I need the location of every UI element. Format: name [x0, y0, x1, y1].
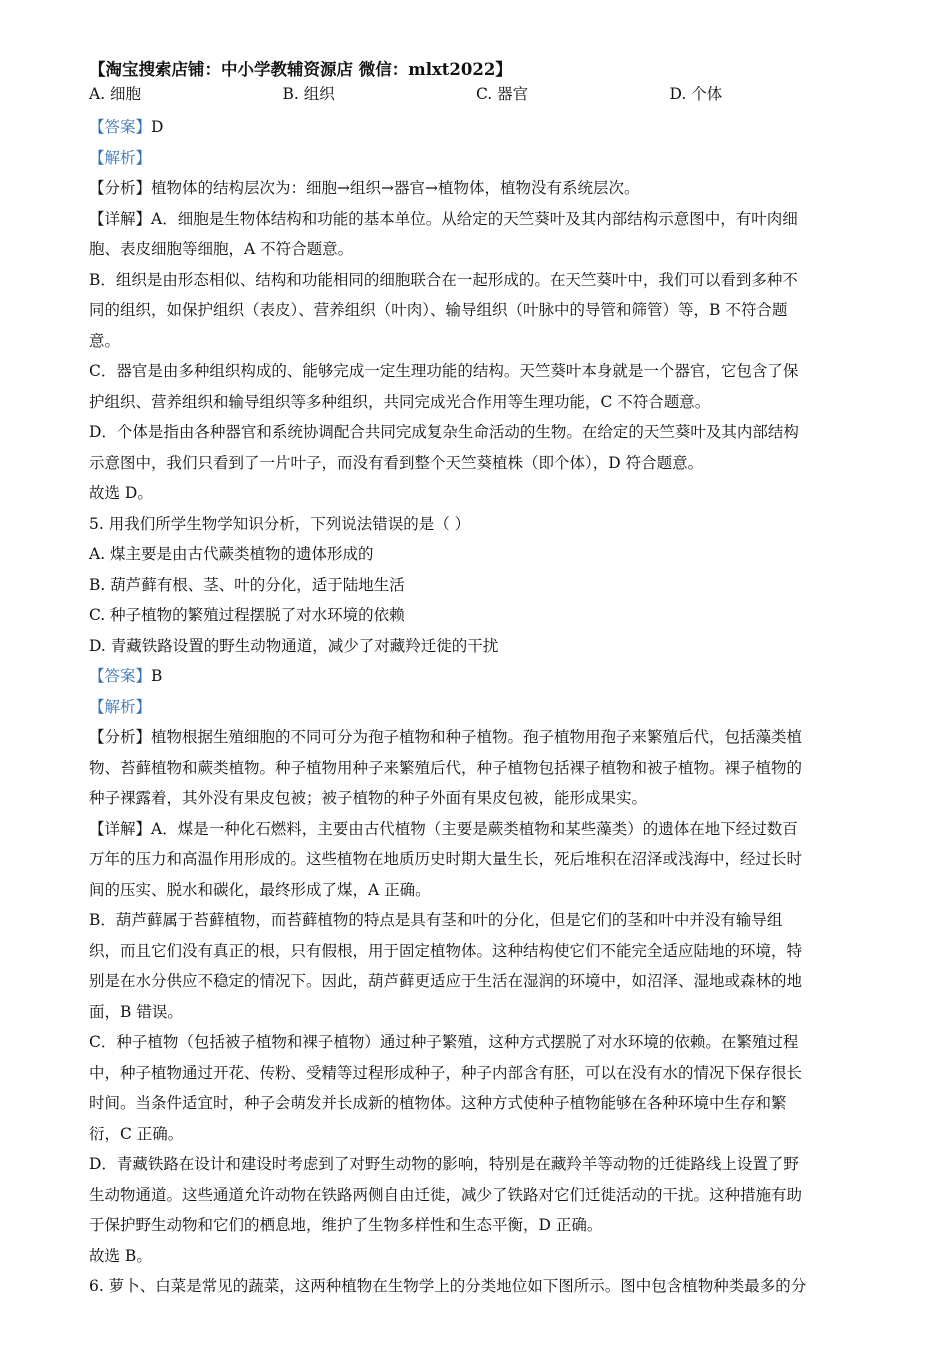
q5-analysis-tag: 【解析】 [89, 697, 152, 716]
shop-header: 【淘宝搜索店铺：中小学教辅资源店 微信：mlxt2022】 [89, 60, 512, 79]
q4-option-d: D. 个体 [669, 85, 723, 103]
q6-stem: 6. 萝卜、白菜是常见的蔬菜，这两种植物在生物学上的分类地位如下图所示。图中包含植物种类最多的分 [89, 1277, 807, 1295]
q5-fenxi-line-1 [89, 722, 863, 753]
q4-detail-d-line-2: 示意图中，我们只看到了一片叶子，而没有看到整个天竺葵植株（即个体），D 符合题意。 [89, 453, 704, 472]
document-content [89, 58, 863, 1302]
q5-detail-d-line-3: 于保护野生动物和它们的栖息地，维护了生物多样性和生态平衡，D 正确。 [89, 1216, 603, 1234]
q5-option-c: C. 种子植物的繁殖过程摆脱了对水环境的依赖 [89, 606, 405, 624]
q4-detail-b-line-2: 同的组织，如保护组织（表皮）、营养组织（叶肉）、输导组织（叶脉中的导管和筛管）等，B 不符合题 [89, 301, 788, 319]
q5-detail-tag: 【详解】 [89, 819, 152, 838]
q5-stem: 5. 用我们所学生物学知识分析，下列说法错误的是（ ） [89, 514, 471, 533]
q5-conclusion: 故选 B。 [89, 1246, 152, 1265]
q5-fenxi-line-2: 物、苔藓植物和蕨类植物。种子植物用种子来繁殖后代，种子植物包括裸子植物和被子植物。裸子植物的 [89, 758, 803, 777]
q4-detail-a-text-1: A．细胞是生物体结构和功能的基本单位。从给定的天竺葵叶及其内部结构示意图中，有叶肉细 [151, 209, 798, 228]
q5-answer-tag: 【答案】 [89, 667, 152, 685]
q4-detail-c-line-2: 护组织、营养组织和输导组织等多种组织，共同完成光合作用等生理功能，C 不符合题意。 [89, 392, 711, 411]
q4-detail-b-line-3: 意。 [89, 331, 121, 350]
q5-option-b: B. 葫芦藓有根、茎、叶的分化，适于陆地生活 [89, 575, 405, 594]
q5-detail-c-line-3: 时间。当条件适宜时，种子会萌发并长成新的植物体。这种方式使种子植物能够在各种环境中生存和繁 [89, 1094, 787, 1112]
q4-detail-a-line-2: 胞、表皮细胞等细胞，A 不符合题意。 [89, 240, 354, 258]
q5-detail-c-line-4: 衍，C 正确。 [89, 1124, 184, 1143]
q5-detail-d-line-2: 生动物通道。这些通道允许动物在铁路两侧自由迁徙，减少了铁路对它们迁徙活动的干扰。这种措施有助 [89, 1185, 803, 1204]
q4-option-b: B. 组织 [282, 85, 335, 103]
q4-fenxi-line [89, 173, 863, 204]
q4-fenxi-tag: 【分析】 [89, 179, 152, 197]
q4-option-c: C. 器官 [476, 85, 529, 103]
q4-answer-tag: 【答案】 [89, 118, 152, 136]
q5-detail-a-line-3: 间的压实、脱水和碳化，最终形成了煤，A 正确。 [89, 880, 431, 899]
q4-fenxi: 植物体的结构层次为：细胞→组织→器官→植物体，植物没有系统层次。 [151, 179, 640, 197]
q5-fenxi-line-3: 种子裸露着，其外没有果皮包被；被子植物的种子外面有果皮包被，能形成果实。 [89, 789, 648, 807]
q5-detail-b-line-2: 织，而且它们没有真正的根，只有假根，用于固定植物体。这种结构使它们不能完全适应陆地的环境，特 [89, 941, 803, 960]
q4-detail-c-line-1: C．器官是由多种组织构成的、能够完成一定生理功能的结构。天竺葵叶本身就是一个器官，它包含了保 [89, 362, 799, 380]
q5-answer: B [151, 667, 163, 685]
q4-options [89, 82, 863, 106]
q4-answer: D [151, 118, 164, 136]
q5-detail-a-line-1 [89, 814, 863, 845]
q5-detail-b-line-1: B．葫芦藓属于苔藓植物，而苔藓植物的特点是具有茎和叶的分化，但是它们的茎和叶中并没有输导组 [89, 911, 783, 929]
q4-conclusion: 故选 D。 [89, 484, 153, 502]
q5-detail-b-line-3: 别是在水分供应不稳定的情况下。因此，葫芦藓更适应于生活在湿润的环境中，如沼泽、湿地或森林的地 [89, 972, 803, 990]
q5-detail-c-line-1: C．种子植物（包括被子植物和裸子植物）通过种子繁殖，这种方式摆脱了对水环境的依赖。在繁殖过程 [89, 1033, 799, 1051]
q4-detail-tag: 【详解】 [89, 209, 152, 228]
q5-detail-a-text-1: A．煤是一种化石燃料，主要由古代植物（主要是蕨类植物和某些藻类）的遗体在地下经过数百 [151, 819, 798, 838]
q5-fenxi-tag: 【分析】 [89, 728, 152, 746]
q4-answer-line [89, 112, 863, 143]
q5-option-a: A. 煤主要是由古代蕨类植物的遗体形成的 [89, 545, 374, 563]
q4-option-a: A. 细胞 [89, 85, 142, 103]
q4-analysis-tag: 【解析】 [89, 148, 152, 167]
q4-detail-d-line-1: D．个体是指由各种器官和系统协调配合共同完成复杂生命活动的生物。在给定的天竺葵叶及其内部结构 [89, 423, 799, 441]
q5-answer-line [89, 661, 863, 692]
q4-detail-a-line-1 [89, 204, 863, 235]
q5-detail-b-line-4: 面，B 错误。 [89, 1002, 183, 1021]
q5-detail-c-line-2: 中，种子植物通过开花、传粉、受精等过程形成种子，种子内部含有胚，可以在没有水的情况下保存很长 [89, 1063, 803, 1082]
q5-fenxi-text-1: 植物根据生殖细胞的不同可分为孢子植物和种子植物。孢子植物用孢子来繁殖后代，包括藻类植 [151, 728, 803, 746]
q5-option-d: D. 青藏铁路设置的野生动物通道，减少了对藏羚迁徙的干扰 [89, 636, 499, 655]
q4-detail-b-line-1: B．组织是由形态相似、结构和功能相同的细胞联合在一起形成的。在天竺葵叶中，我们可以看到多种不 [89, 270, 798, 289]
q5-detail-a-line-2: 万年的压力和高温作用形成的。这些植物在地质历史时期大量生长，死后堆积在沼泽或浅海中，经过长时 [89, 850, 803, 868]
q5-detail-d-line-1: D．青藏铁路在设计和建设时考虑到了对野生动物的影响，特别是在藏羚羊等动物的迁徙路线上设置了野 [89, 1155, 799, 1173]
